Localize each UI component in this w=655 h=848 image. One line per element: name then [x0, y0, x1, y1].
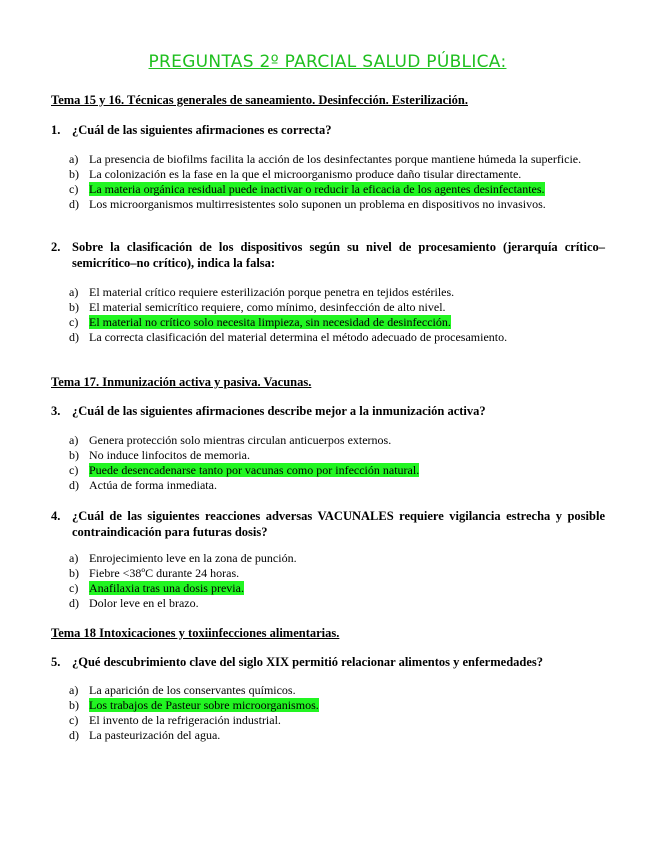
question-5 — [51, 654, 605, 670]
answer-option — [69, 197, 604, 212]
question-number: 2. — [51, 240, 61, 254]
answer-option-correct — [69, 315, 604, 330]
answer-option-correct — [69, 581, 604, 596]
answer-option-correct — [69, 182, 604, 197]
option-letter: d) — [69, 330, 79, 344]
option-letter: c) — [69, 315, 79, 329]
answer-option — [69, 728, 604, 743]
correct-answer-highlight — [69, 463, 420, 477]
correct-answer-highlight — [69, 182, 545, 196]
question-text: ¿Cuál de las siguientes reacciones adversas VACUNALES requiere vigilancia estrecha y posible contraindicación para futuras dosis? — [72, 509, 605, 539]
question-4 — [51, 508, 605, 540]
answer-options — [69, 285, 604, 345]
option-text: Los microorganismos multirresistentes solo suponen un problema en dispositivos no invasivos. — [89, 197, 546, 211]
option-text: La materia orgánica residual puede inactivar o reducir la eficacia de los agentes desinfectantes. — [89, 182, 545, 196]
section-title: Tema 15 y 16. Técnicas generales de saneamiento. Desinfección. Esterilización. — [51, 93, 468, 107]
answer-option — [69, 285, 604, 300]
document-title: PREGUNTAS 2º PARCIAL SALUD PÚBLICA: — [148, 52, 507, 72]
answer-options — [69, 551, 604, 611]
option-text: No induce linfocitos de memoria. — [89, 448, 250, 462]
answer-options — [69, 433, 604, 493]
question-3 — [51, 403, 605, 419]
option-letter: b) — [69, 300, 79, 314]
section-title: Tema 17. Inmunización activa y pasiva. Vacunas. — [51, 375, 312, 389]
answer-option — [69, 433, 604, 448]
question-number: 3. — [51, 404, 61, 418]
answer-option — [69, 300, 604, 315]
answer-options — [69, 683, 604, 743]
option-letter: d) — [69, 728, 79, 742]
answer-option-correct — [69, 463, 604, 478]
question-number: 5. — [51, 655, 61, 669]
option-text: Dolor leve en el brazo. — [89, 596, 199, 610]
option-text: Fiebre <38ºC durante 24 horas. — [89, 566, 240, 580]
answer-option-correct — [69, 698, 604, 713]
answer-option — [69, 478, 604, 493]
answer-option — [69, 330, 604, 345]
option-letter: d) — [69, 478, 79, 492]
answer-option — [69, 566, 604, 581]
answer-option — [69, 167, 604, 182]
option-letter: b) — [69, 448, 79, 462]
option-text: El material crítico requiere esterilización porque penetra en tejidos estériles. — [89, 285, 455, 299]
question-text: ¿Cuál de las siguientes afirmaciones describe mejor a la inmunización activa? — [72, 404, 486, 418]
question-1 — [51, 122, 605, 138]
answer-option — [69, 152, 604, 167]
option-letter: a) — [69, 152, 79, 166]
question-number: 4. — [51, 509, 61, 523]
question-text: ¿Cuál de las siguientes afirmaciones es correcta? — [72, 123, 332, 137]
option-text: Genera protección solo mientras circulan anticuerpos externos. — [89, 433, 392, 447]
answer-option — [69, 551, 604, 566]
option-text: La colonización es la fase en la que el microorganismo produce daño tisular directamente. — [89, 167, 522, 181]
answer-option — [69, 448, 604, 463]
option-text: Los trabajos de Pasteur sobre microorganismos. — [89, 698, 319, 712]
question-number: 1. — [51, 123, 61, 137]
option-text: El material semicrítico requiere, como mínimo, desinfección de alto nivel. — [89, 300, 446, 314]
correct-answer-highlight — [69, 698, 319, 712]
option-letter: a) — [69, 433, 79, 447]
answer-option — [69, 713, 604, 728]
question-text: Sobre la clasificación de los dispositivos según su nivel de procesamiento (jerarquía crítico–semicrítico–no crítico), indica la falsa: — [72, 240, 605, 270]
option-text: El invento de la refrigeración industrial. — [89, 713, 281, 727]
option-letter: a) — [69, 285, 79, 299]
option-letter: d) — [69, 197, 79, 211]
option-letter: b) — [69, 167, 79, 181]
option-text: Actúa de forma inmediata. — [89, 478, 217, 492]
option-letter: c) — [69, 182, 79, 196]
option-letter: c) — [69, 713, 79, 727]
correct-answer-highlight — [69, 581, 244, 595]
option-letter: b) — [69, 698, 79, 712]
option-text: Anafilaxia tras una dosis previa. — [89, 581, 244, 595]
option-letter: d) — [69, 596, 79, 610]
section-title: Tema 18 Intoxicaciones y toxiinfecciones alimentarias. — [51, 626, 340, 640]
option-letter: a) — [69, 683, 79, 697]
answer-option — [69, 596, 604, 611]
question-2 — [51, 239, 605, 271]
answer-options — [69, 152, 604, 212]
option-text: La presencia de biofilms facilita la acción de los desinfectantes porque mantiene húmeda la superficie. — [89, 152, 582, 166]
option-text: La correcta clasificación del material determina el método adecuado de procesamiento. — [89, 330, 508, 344]
correct-answer-highlight — [69, 315, 451, 329]
option-letter: b) — [69, 566, 79, 580]
option-text: Puede desencadenarse tanto por vacunas como por infección natural. — [89, 463, 420, 477]
option-text: El material no crítico solo necesita limpieza, sin necesidad de desinfección. — [89, 315, 451, 329]
option-letter: a) — [69, 551, 79, 565]
option-letter: c) — [69, 581, 79, 595]
question-text: ¿Qué descubrimiento clave del siglo XIX permitió relacionar alimentos y enfermedades? — [72, 655, 544, 669]
option-text: La pasteurización del agua. — [89, 728, 221, 742]
option-text: La aparición de los conservantes químicos. — [89, 683, 296, 697]
answer-option — [69, 683, 604, 698]
option-text: Enrojecimiento leve en la zona de punción. — [89, 551, 297, 565]
option-letter: c) — [69, 463, 79, 477]
